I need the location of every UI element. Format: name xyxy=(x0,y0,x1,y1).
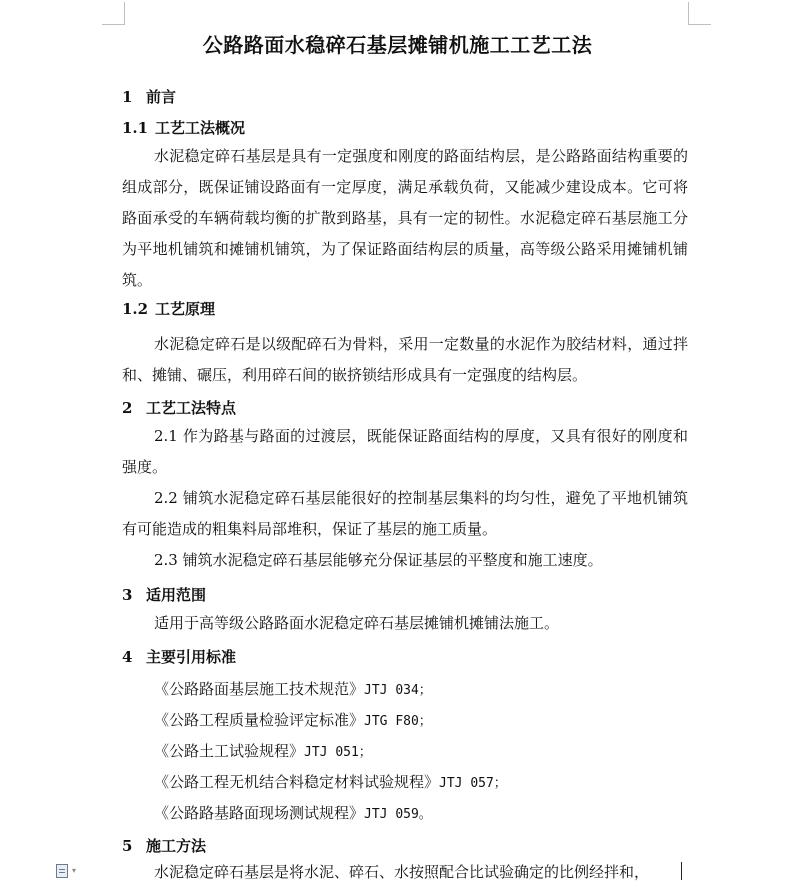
paragraph-overview: 水泥稳定碎石基层是具有一定强度和刚度的路面结构层，是公路路面结构重要的组成部分，既保证铺设路面有一定厚度，满足承载负荷，又能减少建设成本。它可将路面承受的车辆荷载均衡的扩散到路基，具有一定的韧性。水泥稳定碎石基层施工分为平地机铺筑和摊铺机铺筑，为了保证路面结构层的质量，高等级公路采用摊铺机铺筑。 xyxy=(122,147,688,289)
paragraph-feature-2-2: 2.2 铺筑水泥稳定碎石基层能很好的控制基层集料的均匀性，避免了平地机铺筑有可能造成的粗集料局部堆积，保证了基层的施工质量。 xyxy=(122,489,688,538)
paragraph-principle: 水泥稳定碎石是以级配碎石为骨料，采用一定数量的水泥作为胶结材料，通过拌和、摊铺、碾压，利用碎石间的嵌挤锁结形成具有一定强度的结构层。 xyxy=(122,335,688,384)
reference-item: 《公路工程质量检验评定标准》JTG F80； xyxy=(154,711,432,729)
section-heading-5: 5 施工方法 xyxy=(122,837,207,855)
paragraph-feature-2-3: 2.3 铺筑水泥稳定碎石基层能够充分保证基层的平整度和施工速度。 xyxy=(154,551,603,569)
section-heading-4: 4 主要引用标准 xyxy=(122,648,237,666)
section-heading-2: 2 工艺工法特点 xyxy=(122,399,237,417)
reference-item: 《公路土工试验规程》JTJ 051； xyxy=(154,742,372,760)
section-heading-3: 3 适用范围 xyxy=(122,586,207,604)
chevron-down-icon[interactable]: ▾ xyxy=(72,866,77,875)
paragraph-feature-2-1: 2.1 作为路基与路面的过渡层，既能保证路面结构的厚度，又具有很好的刚度和强度。 xyxy=(122,427,688,476)
reference-item: 《公路工程无机结合料稳定材料试验规程》JTJ 057； xyxy=(154,773,507,791)
reference-item: 《公路路基路面现场测试规程》JTJ 059。 xyxy=(154,804,432,822)
section-heading-1-1: 1.1 工艺工法概况 xyxy=(122,119,246,137)
reference-item: 《公路路面基层施工技术规范》JTJ 034； xyxy=(154,680,432,698)
paragraph-scope: 适用于高等级公路路面水泥稳定碎石基层摊铺机摊铺法施工。 xyxy=(154,614,560,632)
section-heading-1-2: 1.2 工艺原理 xyxy=(122,300,216,318)
text-cursor xyxy=(681,862,682,880)
section-heading-1: 1 前言 xyxy=(122,88,177,106)
paragraph-method: 水泥稳定碎石基层是将水泥、碎石、水按照配合比试验确定的比例经拌和， xyxy=(154,863,650,881)
document-title: 公路路面水稳碎石基层摊铺机施工工艺工法 xyxy=(202,33,593,57)
document-icon[interactable] xyxy=(56,864,68,878)
